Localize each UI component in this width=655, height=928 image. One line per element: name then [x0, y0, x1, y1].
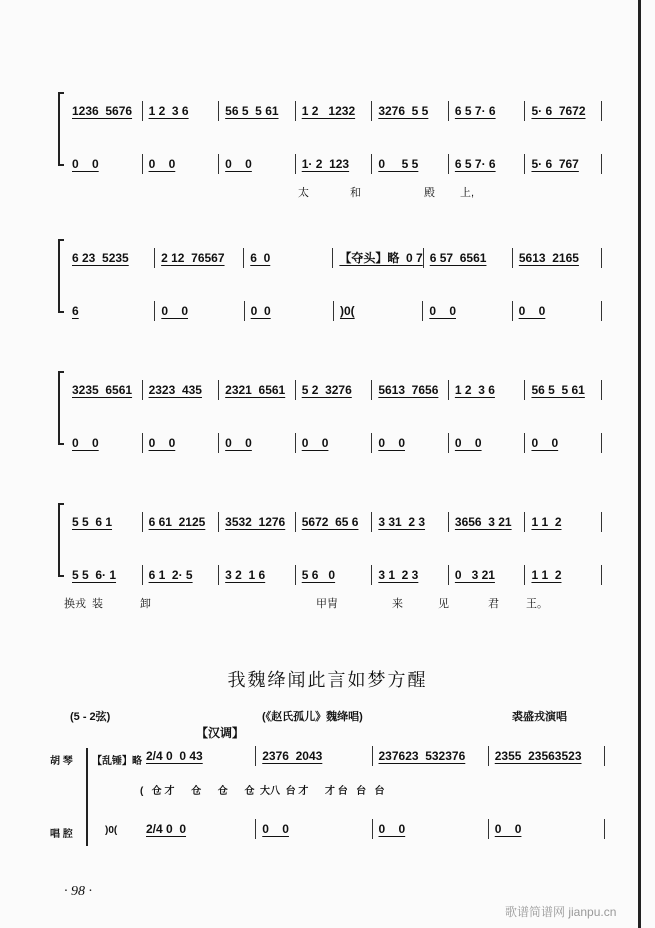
page-number: · 98 · [64, 884, 92, 899]
lyric-syllable: 和 [350, 187, 361, 199]
measure: 2 12 76567 [155, 248, 244, 268]
measure: 3656 3 21 [449, 512, 526, 532]
measure: 5 6 0 [296, 565, 373, 585]
measure: 5· 6 767 [525, 154, 602, 174]
measure: 3 31 2 3 [372, 512, 449, 532]
score-system [62, 511, 602, 610]
measure: 0 0 [219, 154, 296, 174]
measure: 0 0 [513, 301, 602, 321]
measure: 2323 435 [143, 380, 220, 400]
vocal-staff [66, 300, 602, 322]
lyric-syllable: 君 [488, 598, 499, 610]
page-edge [638, 0, 641, 928]
measure: 2/4 0 0 [140, 819, 256, 839]
measure: 6 57 6561 [424, 248, 513, 268]
key-signature: (5 - 2弦) [70, 711, 111, 723]
measure: 56 5 5 61 [525, 380, 602, 400]
measure: 6 1 2· 5 [143, 565, 220, 585]
measure: 0 5 5 [372, 154, 449, 174]
system-bracket [58, 371, 64, 445]
measure: 6 [66, 301, 155, 321]
percussion-line: ( 仓 才 仓 仓 仓 大八 台 才 才 台 台 台 [140, 786, 385, 797]
lyric-syllable: 甲胄 [316, 598, 338, 610]
system-bracket [58, 239, 64, 313]
measure: 237623 532376 [373, 746, 489, 766]
measure: 6 23 5235 [66, 248, 155, 268]
measure: 1 2 1232 [296, 101, 373, 121]
huqin-intro: 【乱锤】略 [92, 756, 142, 767]
measure: 1236 5676 [66, 101, 143, 121]
accompaniment-staff [66, 379, 602, 401]
lyric-syllable: 换戎 [64, 598, 86, 610]
measure: 2321 6561 [219, 380, 296, 400]
song-title: 我魏绛闻此言如梦方醒 [227, 670, 428, 691]
measure: 3235 6561 [66, 380, 143, 400]
accompaniment-staff [66, 100, 602, 122]
measure: 3532 1276 [219, 512, 296, 532]
final-bracket [86, 748, 88, 846]
measure: 0 0 [296, 433, 373, 453]
system-bracket [58, 503, 64, 577]
measure: 2/4 0 0 43 [140, 746, 256, 766]
vocal-staff [66, 564, 602, 586]
score-system [62, 100, 602, 199]
measure: 5 5 6· 1 [66, 565, 143, 585]
measure: 2376 2043 [256, 746, 372, 766]
measure: 5 2 3276 [296, 380, 373, 400]
measure: 6 0 [244, 248, 333, 268]
measure: 1 1 2 [525, 512, 602, 532]
changqiang-intro: )0( [105, 825, 118, 836]
measure: 1 2 3 6 [143, 101, 220, 121]
measure: 0 0 [372, 433, 449, 453]
measure: 0 0 [66, 154, 143, 174]
measure: 2355 23563523 [489, 746, 605, 766]
measure: 1 2 3 6 [449, 380, 526, 400]
measure: 0 0 [373, 819, 489, 839]
measure: 56 5 5 61 [219, 101, 296, 121]
measure: 5672 65 6 [296, 512, 373, 532]
measure: 5· 6 7672 [525, 101, 602, 121]
label-huqin: 胡 琴 [50, 756, 73, 767]
measure: 6 5 7· 6 [449, 154, 526, 174]
measure: 5 5 6 1 [66, 512, 143, 532]
measure: 6 5 7· 6 [449, 101, 526, 121]
measure: 0 0 [489, 819, 605, 839]
measure: 3 1 2 3 [372, 565, 449, 585]
measure: 6 61 2125 [143, 512, 220, 532]
label-changqiang: 唱 腔 [50, 829, 73, 840]
measure: 0 0 [245, 301, 334, 321]
measure: 0 0 [423, 301, 512, 321]
watermark: 歌谱简谱网 jianpu.cn [505, 905, 617, 919]
measure: 1· 2 123 [296, 154, 373, 174]
accompaniment-staff [66, 247, 602, 269]
measure: 0 0 [256, 819, 372, 839]
vocal-staff [66, 432, 602, 454]
lyric-syllable: 上, [460, 187, 475, 199]
measure: 0 0 [143, 433, 220, 453]
score-system [62, 247, 602, 337]
lyric-syllable: 殿 [424, 187, 435, 199]
score-system [62, 379, 602, 469]
mode-label: 【汉调】 [196, 726, 245, 740]
measure: 0 3 21 [449, 565, 526, 585]
accompaniment-staff [66, 511, 602, 533]
changqiang-staff [140, 818, 605, 840]
lyric-syllable: 王。 [526, 598, 548, 610]
measure: 5613 2165 [513, 248, 602, 268]
measure: 0 0 [449, 433, 526, 453]
song-source: (《赵氏孤儿》魏绛唱) [262, 711, 363, 723]
measure: 0 0 [155, 301, 244, 321]
system-bracket [58, 92, 64, 166]
huqin-staff [140, 745, 605, 767]
measure: 5613 7656 [372, 380, 449, 400]
lyric-syllable: 见 [438, 598, 449, 610]
lyric-syllable: 卸 [140, 598, 151, 610]
vocal-staff [66, 153, 602, 175]
measure: 0 0 [143, 154, 220, 174]
lyric-syllable: 太 [298, 187, 309, 199]
measure: 0 0 [525, 433, 602, 453]
lyric-syllable: 来 [392, 598, 403, 610]
measure: 0 0 [219, 433, 296, 453]
lyric-syllable: 装 [92, 598, 103, 610]
measure: 3276 5 5 [372, 101, 449, 121]
measure: 【夺头】略 0 7 [333, 248, 423, 268]
performer: 裘盛戎演唱 [512, 711, 567, 723]
measure: 1 1 2 [525, 565, 602, 585]
measure: 3 2 1 6 [219, 565, 296, 585]
measure: )0( [334, 301, 423, 321]
measure: 0 0 [66, 433, 143, 453]
